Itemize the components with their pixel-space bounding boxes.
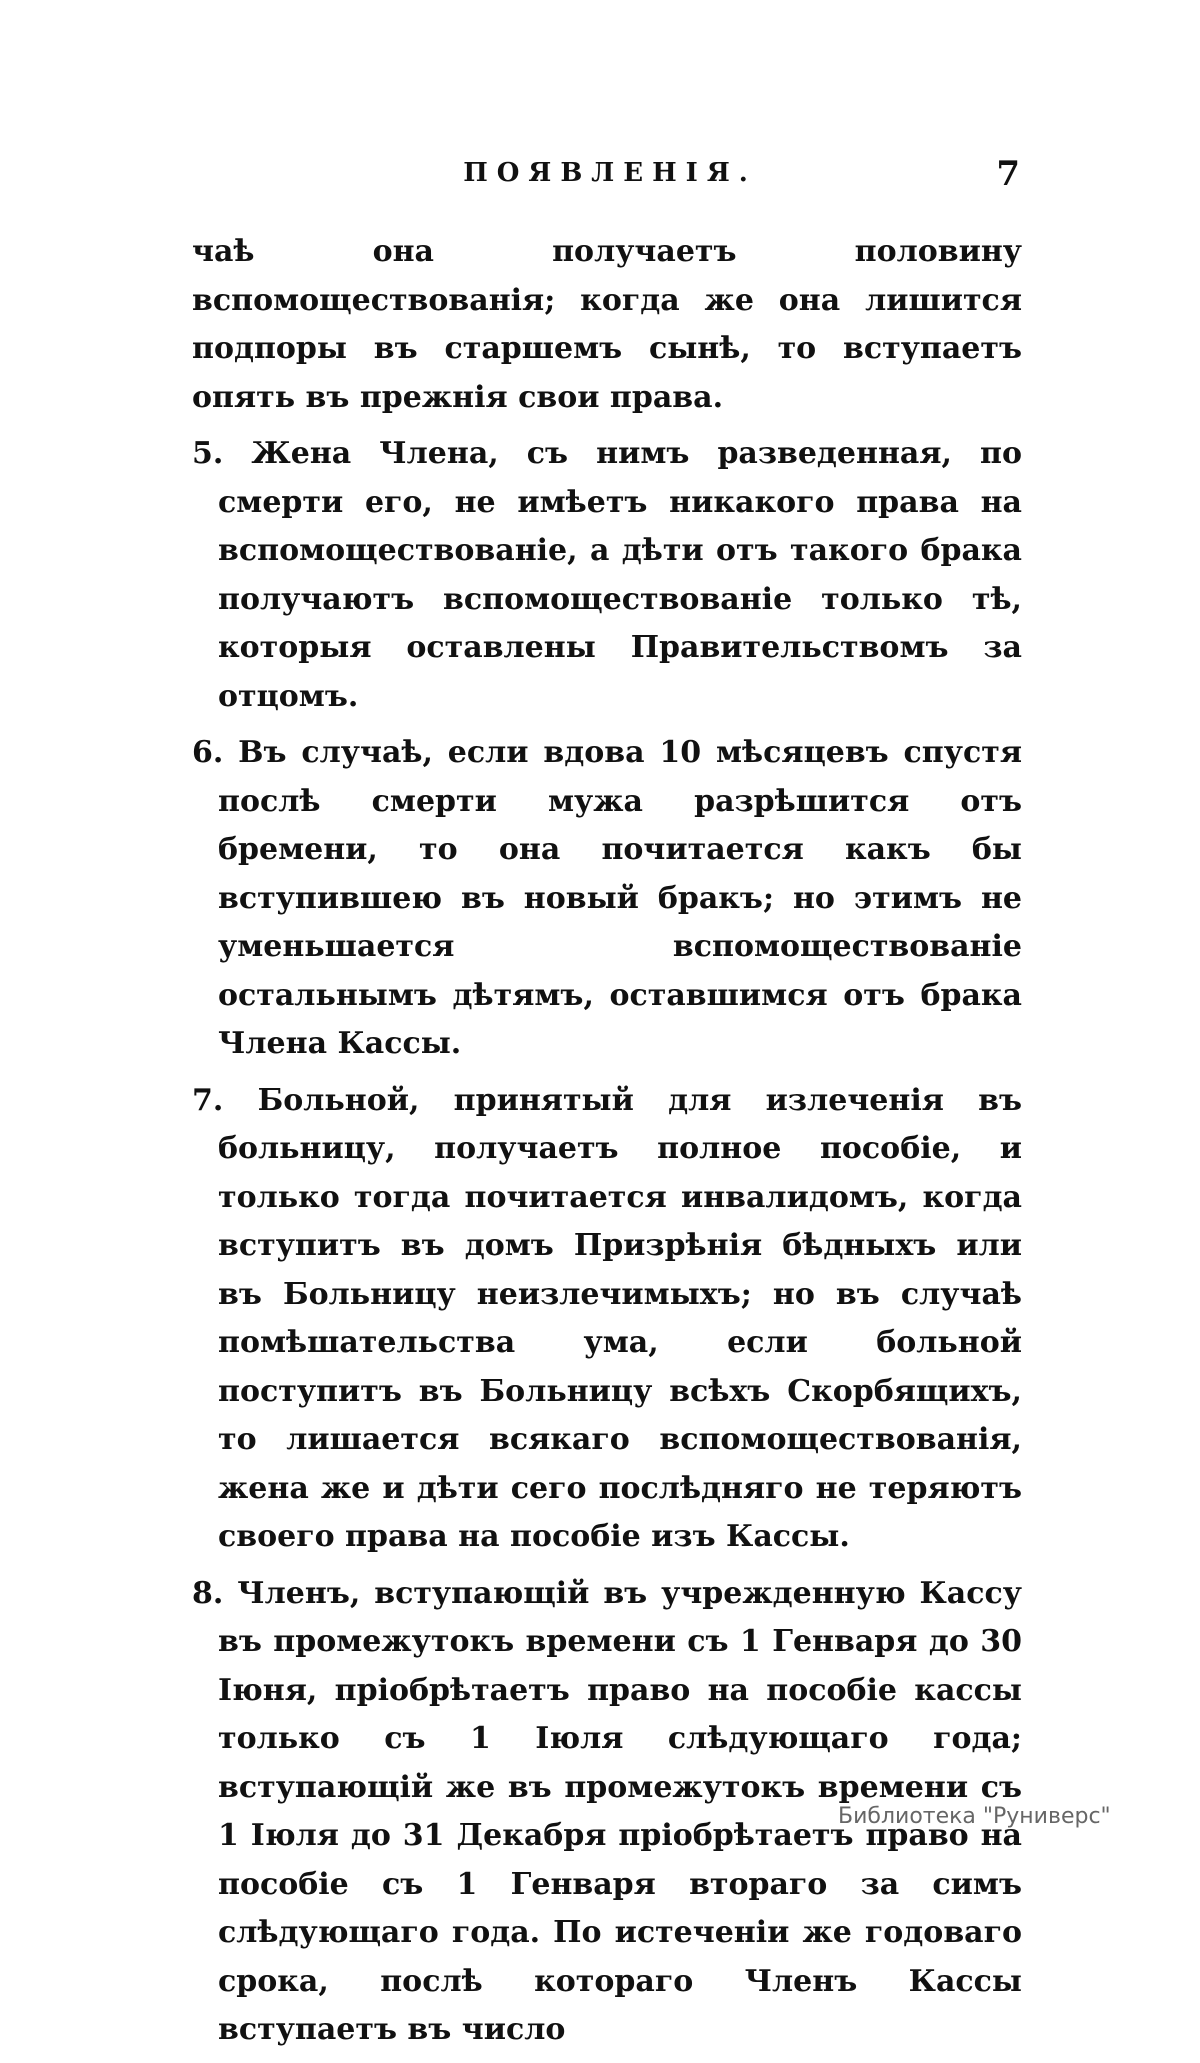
body-text — [192, 228, 1022, 2063]
page-header — [200, 154, 1020, 198]
paragraph-5: 5. Жена Члена, съ нимъ разведенная, по смерти его, не имѣетъ никакого права на вспомоществованіе, а дѣти отъ такого брака получаютъ вспомоществованіе только тѣ, которыя оставлены Правительствомъ за отцомъ. — [192, 436, 1022, 714]
running-title: ПОЯВЛЕНІЯ. — [463, 158, 757, 188]
paragraph-8: 8. Членъ, вступающій въ учрежденную Кассу въ промежутокъ времени съ 1 Генваря до 30 Іюня, пріобрѣтаетъ право на пособіе кассы только съ 1 Іюля слѣдующаго года; вступающій же въ промежутокъ времени съ 1 Іюля до 31 Декабря пріобрѣтаетъ право на пособіе съ 1 Генваря втораго за симъ слѣдующаго года. По истеченіи же годоваго срока, послѣ котораго Членъ Кассы вступаетъ въ число — [192, 1575, 1022, 2047]
paragraph-6: 6. Въ случаѣ, если вдова 10 мѣсяцевъ спустя послѣ смерти мужа разрѣшится отъ бремени, то она почитается какъ бы вступившею въ новый бракъ; но этимъ не уменьшается вспомоществованіе остальнымъ дѣтямъ, оставшимся отъ брака Члена Кассы. — [192, 735, 1022, 1061]
paragraph-7: 7. Больной, принятый для излеченія въ больницу, получаетъ полное пособіе, и только тогда почитается инвалидомъ, когда вступитъ въ домъ Призрѣнія бѣдныхъ или въ Больницу неизлечимыхъ; но въ случаѣ помѣшательства ума, если больной поступитъ въ Больницу всѣхъ Скорбящихъ, то лишается всякаго вспомоществованія, жена же и дѣти сего послѣдняго не теряютъ своего права на пособіе изъ Кассы. — [192, 1082, 1022, 1554]
library-watermark: Библиотека "Руниверс" — [838, 1804, 1111, 1829]
page-number: 7 — [996, 154, 1020, 194]
paragraph-continuation: чаѣ она получаетъ половину вспомоществованія; когда же она лишится подпоры въ старшемъ сынѣ, то вступаетъ опять въ прежнія свои права. — [192, 234, 1022, 415]
